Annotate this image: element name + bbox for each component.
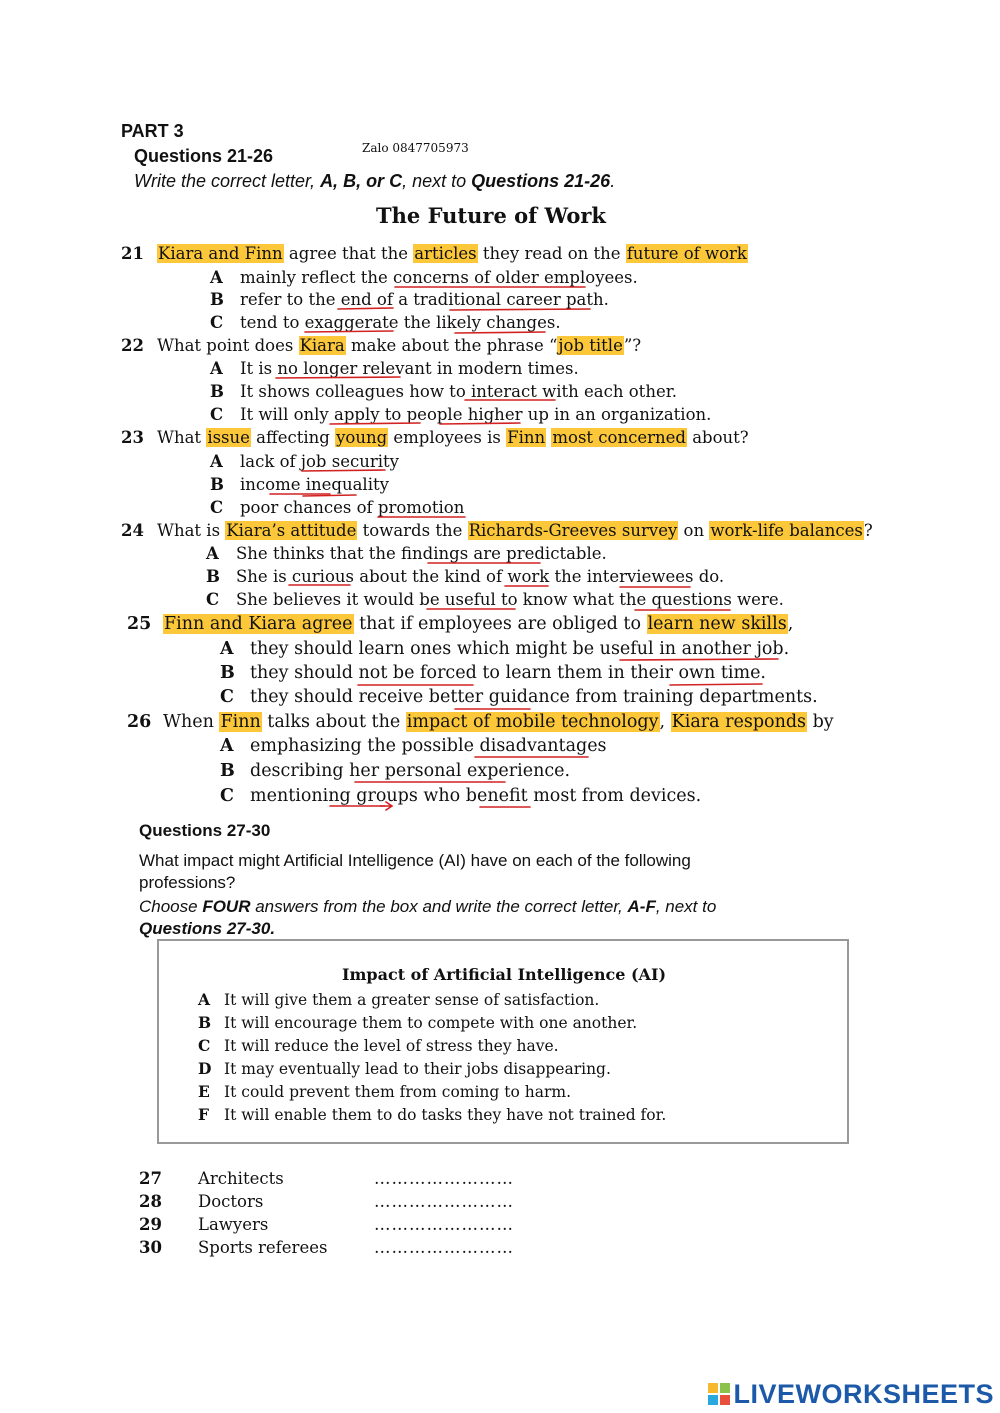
underline-mark — [338, 308, 393, 309]
option-24-c[interactable]: C She believes it would be useful to know what the questions were. — [206, 590, 784, 609]
underline-mark — [302, 470, 385, 471]
zalo-contact: Zalo 0847705973 — [362, 141, 469, 155]
answer-blank-29[interactable]: …………………… — [374, 1215, 514, 1234]
option-23-b[interactable]: B income inequality — [210, 475, 389, 494]
underline-mark — [455, 332, 545, 333]
option-23-a[interactable]: A lack of job security — [210, 452, 399, 471]
ai-option-b: B It will encourage them to compete with one another. — [198, 1013, 638, 1032]
question-25: 25 Finn and Kiara agree that if employees are obliged to learn new skills, — [127, 614, 794, 634]
profession-row-30: 30 Sports referees …………………… — [139, 1238, 514, 1257]
option-22-a[interactable]: A It is no longer relevant in modern times. — [210, 359, 579, 378]
option-26-b[interactable]: B describing her personal experience. — [220, 761, 571, 781]
option-25-b[interactable]: B they should not be forced to learn them in their own time. — [220, 663, 766, 683]
option-24-a[interactable]: A She thinks that the findings are predictable. — [206, 544, 607, 563]
question-21: 21 Kiara and Finn agree that the articles they read on the future of work — [121, 244, 747, 263]
question-23: 23 What issue affecting young employees is Finn most concerned about? — [121, 428, 749, 447]
questions-27-30-heading: Questions 27-30 — [139, 821, 271, 840]
ai-option-d: D It may eventually lead to their jobs disappearing. — [198, 1059, 611, 1078]
underline-mark — [440, 423, 520, 424]
question-26: 26 When Finn talks about the impact of mobile technology, Kiara responds by — [127, 712, 834, 732]
ai-option-c: C It will reduce the level of stress they have. — [198, 1036, 559, 1055]
underline-mark — [380, 802, 392, 810]
choose-instruction: Choose FOUR answers from the box and write the correct letter, A-F, next to — [139, 897, 717, 916]
option-21-a[interactable]: A mainly reflect the concerns of older employees. — [210, 268, 638, 287]
option-22-b[interactable]: B It shows colleagues how to interact with each other. — [210, 382, 678, 401]
option-21-c[interactable]: C tend to exaggerate the likely changes. — [210, 313, 561, 332]
choose-instruction-line2: Questions 27-30. — [139, 919, 276, 938]
underline-mark — [330, 423, 420, 424]
answer-blank-28[interactable]: …………………… — [374, 1192, 514, 1211]
underline-mark — [305, 331, 393, 332]
option-21-b[interactable]: B refer to the end of a traditional career path. — [210, 290, 609, 309]
option-24-b[interactable]: B She is curious about the kind of work the interviewees do. — [206, 567, 725, 586]
liveworksheets-logo[interactable] — [708, 1379, 994, 1410]
logo-text: LIVEWORKSHEETS — [733, 1379, 994, 1409]
ai-question-line2: professions? — [139, 873, 236, 892]
underline-mark — [276, 377, 400, 378]
ai-question-line1: What impact might Artificial Intelligence (AI) have on each of the following — [139, 851, 691, 870]
option-23-c[interactable]: C poor chances of promotion — [210, 498, 465, 517]
underline-mark — [303, 495, 356, 496]
ai-option-a: A It will give them a greater sense of satisfaction. — [198, 990, 600, 1009]
option-25-c[interactable]: C they should receive better guidance from training departments. — [220, 687, 818, 707]
underline-mark — [450, 309, 590, 310]
instruction-text: Write the correct letter, A, B, or C, next to Questions 21-26. — [134, 171, 616, 191]
underline-mark — [670, 684, 762, 685]
questions-range-heading: Questions 21-26 — [134, 146, 274, 166]
ai-option-e: E It could prevent them from coming to harm. — [198, 1082, 572, 1101]
profession-row-28: 28 Doctors …………………… — [139, 1192, 514, 1211]
ai-option-f: F It will enable them to do tasks they have not trained for. — [198, 1105, 667, 1124]
page-title: The Future of Work — [376, 203, 606, 228]
answer-blank-30[interactable]: …………………… — [374, 1238, 514, 1257]
liveworksheets-logo-icon — [708, 1383, 730, 1405]
ai-box-title: Impact of Artificial Intelligence (AI) — [341, 965, 667, 984]
question-22: 22 What point does Kiara make about the phrase “job title”? — [121, 336, 642, 355]
profession-row-29: 29 Lawyers …………………… — [139, 1215, 514, 1234]
profession-row-27: 27 Architects …………………… — [139, 1169, 514, 1188]
option-25-a[interactable]: A they should learn ones which might be useful in another job. — [220, 639, 790, 659]
question-number: 21 — [121, 244, 144, 263]
underline-mark — [620, 659, 778, 660]
option-26-a[interactable]: A emphasizing the possible disadvantages — [220, 736, 607, 756]
answer-blank-27[interactable]: …………………… — [374, 1169, 514, 1188]
option-22-c[interactable]: C It will only apply to people higher up in an organization. — [210, 405, 712, 424]
ai-options-box — [157, 939, 849, 1144]
option-26-c[interactable]: C mentioning groups who benefit most from devices. — [220, 786, 702, 806]
question-24: 24 What is Kiara’s attitude towards the Richards-Greeves survey on work-life balances? — [121, 521, 873, 540]
part-label: PART 3 — [121, 121, 184, 141]
